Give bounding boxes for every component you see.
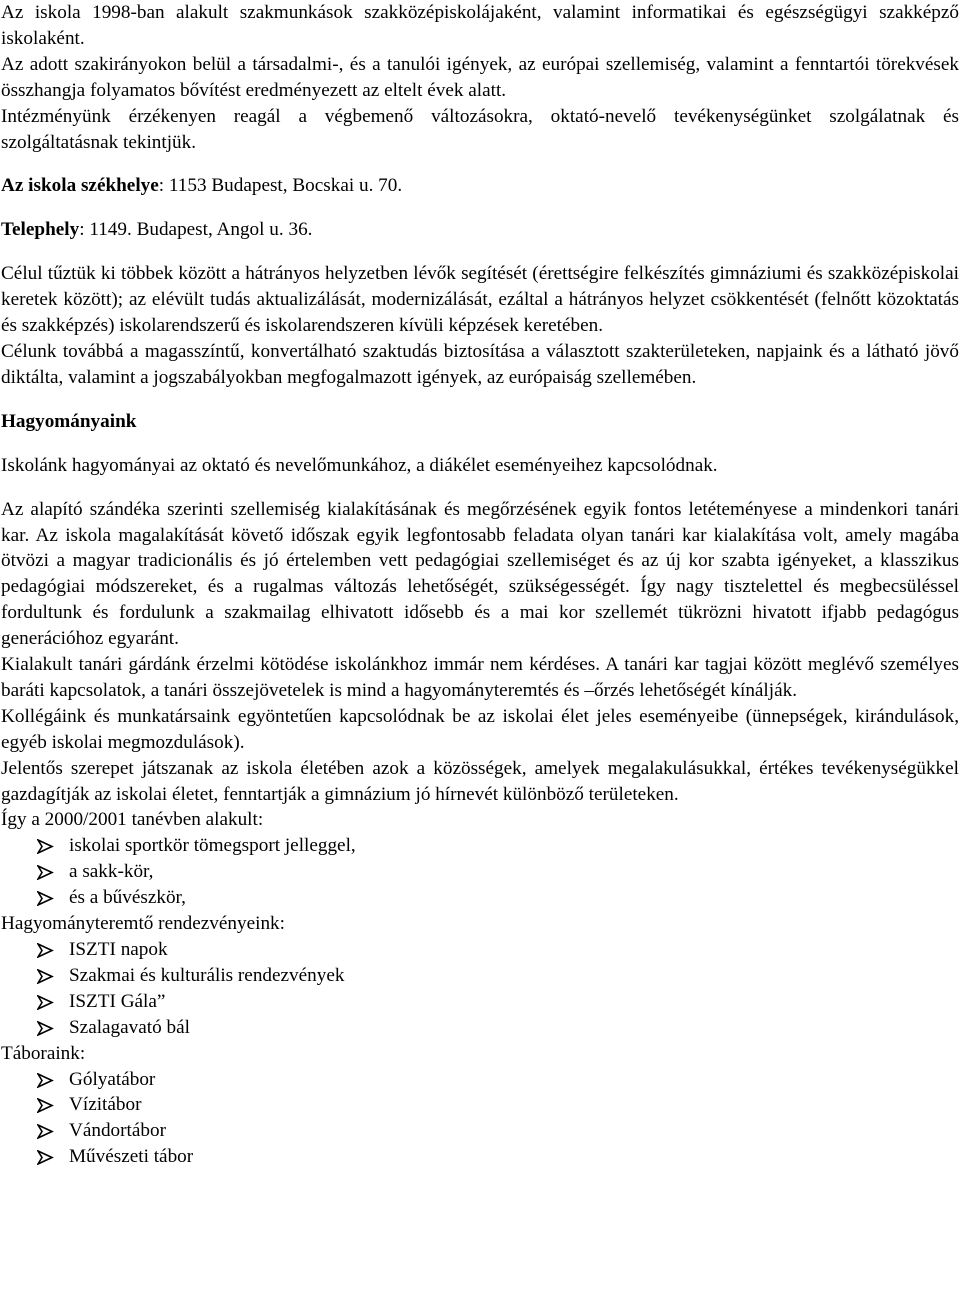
list-item [37,1092,959,1118]
arrow-bullet-icon [37,937,54,958]
list-item [37,833,959,859]
list-item-text: ISZTI Gála” [69,990,166,1012]
list-item-text: Vízitábor [69,1094,142,1116]
events-list [1,937,959,1041]
site-label: Telephely [1,219,80,241]
list-item-text: iskolai sportkör tömegsport jelleggel, [69,835,356,857]
list-item-text: Vándortábor [69,1120,166,1142]
traditions-paragraph-4: Kollégáink és munkatársaink egyöntetűen kapcsolódnak be az iskolai élet jeles eseményeibe (ünnepségek, kirándulások, egyéb iskolai megmozdulások). [1,705,959,753]
camps-label: Táboraink: [1,1042,86,1064]
goals-paragraph-1: Célul tűztük ki többek között a hátrányos helyzetben lévők segítését (érettségire felkészítés gimnáziumi és szakközépiskolai keretek között); az elévült tudás aktualizálását, modernizálását, ezáltal a hátrányos helyzet csökkentését (felnőtt közoktatás és szakképzés) iskolarendszerű és iskolarendszeren kívüli képzések keretében. [1,263,959,337]
list-item-text: a sakk-kör, [69,861,154,883]
arrow-bullet-icon [37,963,54,984]
intro-paragraph-1: Az iskola 1998-ban alakult szakmunkások szakközépiskolájaként, valamint informatikai és egészségügyi szakképző iskolaként. [1,2,959,49]
list-item [37,885,959,911]
founded-list [1,833,959,911]
seat-value: : 1153 Budapest, Bocskai u. 70. [158,175,403,197]
list-item-text: Gólyatábor [69,1068,156,1090]
seat-label: Az iskola székhelye [1,175,159,197]
traditions-paragraph-5: Jelentős szerepet játszanak az iskola életében azok a közösségek, amelyek megalakulásukkal, értékes tevékenységükkel gazdagítják az iskolai életet, fenntartják a gimnázium jó hírnevét különböző területeken. [1,757,959,805]
arrow-bullet-icon [37,989,54,1010]
events-label: Hagyományteremtő rendezvényeink: [1,913,285,935]
site-address [1,217,959,243]
founded-label: Így a 2000/2001 tanévben alakult: [1,809,264,831]
arrow-bullet-icon [37,1067,54,1088]
list-item [37,1144,959,1170]
site-value: : 1149. Budapest, Angol u. 36. [79,219,313,241]
arrow-bullet-icon [37,885,54,906]
goals-paragraph-2: Célunk továbbá a magasszíntű, konvertálható szaktudás biztosítása a választott szakterületeken, napjaink és a látható jövő diktálta, valamint a jogszabályokban megfogalmazott igények, az európaiság szellemében. [1,340,959,388]
arrow-bullet-icon [37,859,54,880]
list-item-text: ISZTI napok [69,939,168,960]
arrow-bullet-icon [37,1015,54,1036]
traditions-paragraph-2: Az alapító szándéka szerinti szellemiség kialakításának és megőrzésének egyik fontos letéteményese a mindenkori tanári kar. Az iskola magalakítását követő időszak egyik legfontosabb feladata olyan tanári kar kialakítása volt, amely magába ötvözi a magyar tradicionális és jó értelemben vett pedagógiai szellemiséget és az új kor szabta igényeket, a klasszikus pedagógiai módszereket, és a rugalmas változás lehetőségét, szükségességét. Így nagy tisztelettel és megbecsüléssel fordultunk és fordulunk a szakmailag elhivatott idősebb és a mai kor szellemét tükrözni hivatott ifjabb pedagógus generációhoz egyaránt. [1,498,959,650]
list-item [37,963,959,989]
list-item [37,859,959,885]
arrow-bullet-icon [37,833,54,854]
list-item-text: Szakmai és kulturális rendezvények [69,964,345,986]
camps-list [1,1067,959,1171]
list-item [37,989,959,1015]
list-item [37,1015,959,1041]
intro-paragraph-2: Az adott szakirányokon belül a társadalmi-, és a tanulói igények, az európai szellemiség, valamint a fenntartói törekvések összhangja folyamatos bővítést eredményezett az eltelt évek alatt. [1,53,959,101]
traditions-paragraph-1: Iskolánk hagyományai az oktató és nevelőmunkához, a diákélet eseményeihez kapcsolódnak. [1,454,718,476]
list-item [37,1118,959,1144]
arrow-bullet-icon [37,1118,54,1139]
list-item-text: és a bűvészkör, [69,887,186,909]
traditions-paragraph-3: Kialakult tanári gárdánk érzelmi kötödése iskolánkhoz immár nem kérdéses. A tanári kar tagjai között meglévő személyes baráti kapcsolatok, a tanári összejövetelek is mind a hagyományteremtés és –őrzés lehetőségét kínálják. [1,654,959,701]
intro-paragraph-3: Intézményünk érzékenyen reagál a végbemenő változásokra, oktató-nevelő tevékenységünket szolgálatnak és szolgáltatásnak tekintjük. [1,105,959,153]
arrow-bullet-icon [37,1144,54,1165]
list-item [37,1067,959,1093]
list-item [37,937,959,963]
seat-address [1,173,959,199]
list-item-text: Művészeti tábor [69,1146,194,1168]
section-heading-traditions: Hagyományaink [1,410,137,432]
arrow-bullet-icon [37,1092,54,1113]
list-item-text: Szalagavató bál [69,1016,190,1038]
